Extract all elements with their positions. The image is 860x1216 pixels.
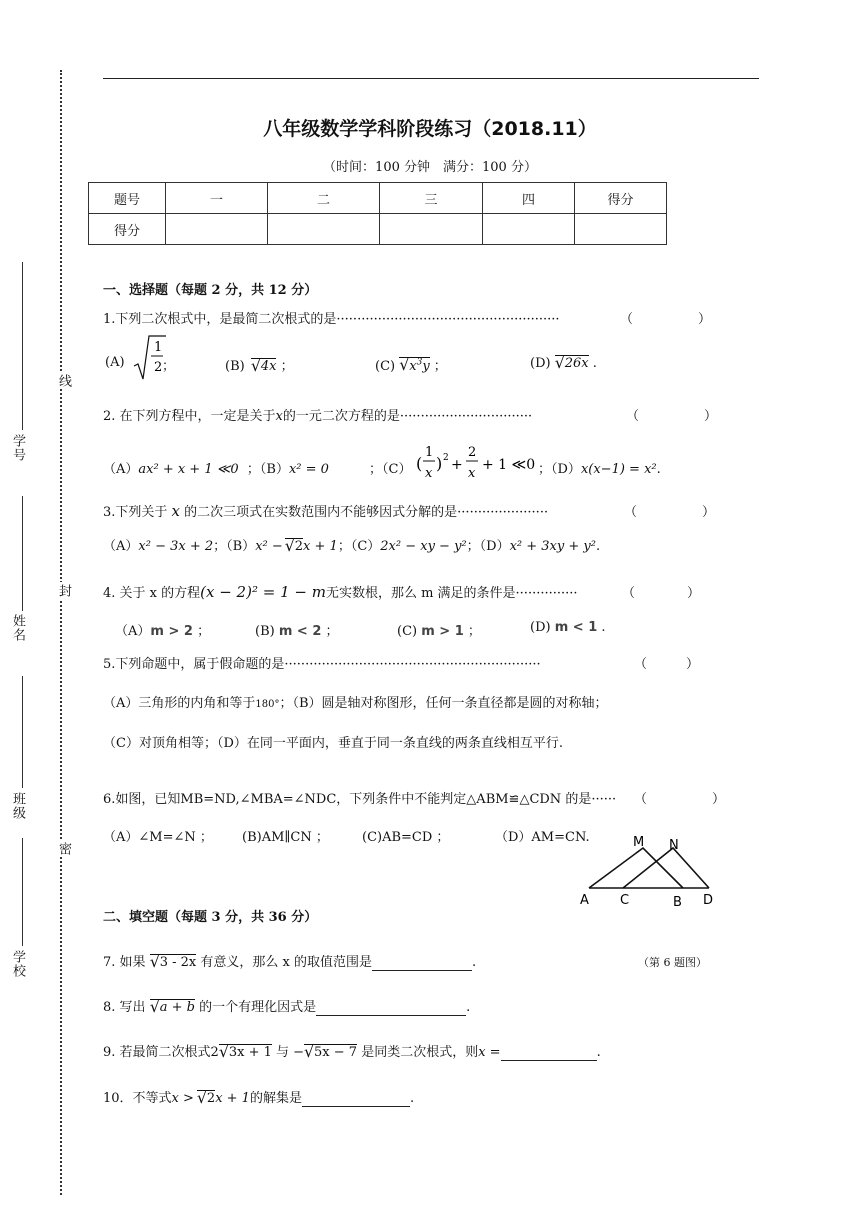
q1c-radicand: $x^3y$ [409,357,430,374]
q10-radical: 2 √ [196,1088,216,1107]
q7-pre: 7. 如果 [103,955,146,970]
score-header-cell: 得分 [575,183,667,214]
q2b-expr: x² = 0 [288,462,329,477]
q4-stem [103,582,578,601]
q6-option-b[interactable]: (B)AM∥CN ； [242,830,329,845]
option-label: ；（C） [337,539,381,554]
score-cell[interactable] [268,214,380,245]
q2d-expr: x(x−1) = x² [580,462,657,477]
option-label: （A） [115,624,151,639]
score-header-cell: 四 [483,183,575,214]
q3b-radical: 2 √ [284,536,304,555]
q2-option-a[interactable] [103,462,239,477]
svg-text:2: 2 [468,445,477,460]
option-label: (A) [105,355,125,370]
q7-end: . [471,955,477,970]
q2a-expr: ax² + x + 1 ≪0 [138,462,239,477]
q5-line1-post: ；（B）圆是轴对称图形，任何一条直径都是圆的对称轴； [279,696,608,711]
q9-pre: 9. 若最简二次根式 [103,1045,211,1060]
q3-option-b[interactable] [213,536,338,555]
q7 [103,951,476,971]
q7-radicand: 3 - 2x [159,955,197,970]
q9-coef: 2 [210,1045,219,1060]
q3-options-line: （A）x² − 3x + 2；（B）x² − 2 √ x + 1；（C）2x² − xy − y²；（D）x² + 3xy + y². [103,536,601,555]
fig-label-n: N [669,838,679,853]
q9-radicand1: 3x + 1 [228,1045,272,1060]
svg-text:2: 2 [443,453,449,463]
q6-dots: ······ [591,792,617,807]
svg-text:(: ( [416,454,423,473]
option-label: （A） [103,462,139,477]
section2-heading: 二、填空题（每题 3 分，共 36 分） [103,910,318,925]
q9 [103,1041,601,1061]
q9-radical1: 3x + 1 √ [218,1042,272,1061]
q2-answer-paren[interactable]: （ ） [626,409,718,424]
q1-dots: ······················································ [336,312,560,327]
fig-label-b: B [673,895,682,910]
q4-option-a[interactable]: （A）m > 2 ； [115,624,211,639]
q8-end: . [466,1000,471,1015]
q3-option-a[interactable] [103,539,213,554]
q3b-pre: x² − [255,539,283,554]
q5-options-line1 [103,692,608,711]
q2-stem [103,405,532,424]
q1-option-d[interactable]: (D) 26x √ . [530,353,597,372]
option-label: ；（C） [369,462,412,477]
q8-pre: 8. 写出 [103,1000,146,1015]
option-label: （A） [103,539,139,554]
q1c-radical: $x^3y$ √ [399,354,430,374]
q3c-expr: 2x² − xy − y² [380,539,467,554]
q2-var: x [275,409,283,424]
svg-text:): ) [436,454,443,473]
svg-text:1: 1 [425,445,434,460]
q6-option-d[interactable]: （D）AM=CN. [495,830,590,845]
score-header-cell: 题号 [89,183,166,214]
q4-dots: ··············· [515,586,578,601]
label-class: 班级 [10,792,25,820]
q1-stem-text: 1.下列二次根式中，是最简二次根式的是 [103,312,337,327]
q5-angle: 180° [255,699,280,710]
q4-option-d[interactable]: (D) m < 1 . [530,620,606,635]
q10-lhs: x > [171,1091,194,1106]
q4a-expr: m > 2 [150,624,193,639]
option-label: (D) [530,356,551,371]
student-id-blank[interactable] [22,262,23,430]
q6-triangle-figure [575,832,725,912]
q8-post: 的一个有理化因式是 [199,1000,317,1015]
q2-stem-pre: 2. 在下列方程中，一定是关于 [103,409,276,424]
svg-text:+: + [451,457,463,473]
seal-char-line: 线 [56,374,71,387]
q4c-expr: m > 1 [421,624,464,639]
option-label: (C) [375,359,396,374]
q8-radicand: a + b [159,1000,195,1015]
seal-char-secret: 密 [56,842,71,855]
q2-dots: ································ [399,409,533,424]
q3-option-d[interactable] [467,539,596,554]
q8-radical: a + b √ [149,997,195,1016]
q7-post: 有意义，那么 x 的取值范围是 [200,955,372,970]
q5-stem [103,653,541,672]
header-rule [103,78,759,79]
q10 [103,1087,414,1107]
q1b-radicand: 4x [260,359,277,374]
score-header-cell: 三 [380,183,483,214]
q10-rhs: x + 1 [215,1091,250,1106]
page-title: 八年级数学学科阶段练习（2018.11） [263,118,597,140]
score-table-row [89,214,667,245]
q8-answer-blank[interactable] [316,1000,466,1016]
q4d-expr: m < 1 [554,620,598,635]
svg-text:x: x [425,466,433,481]
option-label: (D) [530,620,551,635]
score-header-cell: 二 [268,183,380,214]
q9-post: 是同类二次根式，则 [361,1045,479,1060]
option-label: (B) [225,359,245,374]
name-blank[interactable] [22,496,23,611]
q4-equation: (x − 2)² = 1 − m [200,583,326,601]
exam-info: （时间：100 分钟 满分：100 分） [323,160,537,175]
q4-stem-pre: 4. 关于 x 的方程 [103,586,201,601]
q6-stem [103,788,616,807]
q1-option-a[interactable] [105,355,125,370]
option-label: ；（B） [213,539,256,554]
q9-radical2: 5x − 7 √ [304,1042,358,1061]
score-cell[interactable] [380,214,483,245]
svg-text:x: x [468,466,476,481]
q3d-expr: x² + 3xy + y² [509,539,596,554]
school-blank[interactable] [22,838,23,946]
q2-options-line [103,458,329,477]
q2c-formula [416,440,538,488]
q1a-denominator: 2 [154,360,163,375]
score-table-header-row [89,183,667,214]
option-label: ；（B） [246,462,289,477]
q3-stem [103,501,548,520]
seal-char-seal: 封 [56,584,71,597]
q5-line1-pre: （A）三角形的内角和等于 [103,696,256,711]
score-header-cell: 一 [166,183,268,214]
q1-option-c[interactable]: (C) $x^3y$ √ ； [375,354,447,374]
q1a-numerator: 1 [154,340,163,355]
score-row-label: 得分 [89,214,166,245]
q3-answer-paren[interactable]: （ ） [624,505,716,520]
q5-answer-paren[interactable]: （ ） [634,657,700,672]
q4b-expr: m < 2 [278,624,322,639]
q8 [103,996,470,1016]
q4-option-b[interactable]: (B) m < 2 ； [255,624,339,639]
binding-dotted-line [60,70,62,1195]
q1-option-a-formula [132,334,166,382]
q10-radicand: 2 [206,1091,216,1106]
q4-stem-post: 无实数根，那么 m 满足的条件是 [325,586,516,601]
label-school: 学校 [10,950,25,978]
q3-option-c[interactable] [338,539,467,554]
q3-var: x [171,502,181,520]
q2-option-b[interactable] [247,462,329,477]
q10-end: . [409,1091,415,1106]
class-blank[interactable] [22,676,23,788]
label-student-id: 学号 [10,434,25,462]
q6-figure-caption: （第 6 题图） [638,956,707,969]
q2-option-c[interactable] [369,458,411,477]
q1b-radical: 4x √ [250,356,277,375]
fig-label-c: C [620,893,630,908]
q9-var: x = [478,1045,501,1060]
score-table [88,182,667,245]
option-label: (C) [397,624,418,639]
q2-option-d[interactable]: ；（D）x(x−1) = x². [538,462,661,477]
q5-options-line2: （C）对顶角相等；（D）在同一平面内，垂直于同一条直线的两条直线相互平行. [103,736,564,751]
q1-answer-paren[interactable]: （ ） [620,312,712,327]
q7-answer-blank[interactable] [372,955,472,971]
fig-label-a: A [580,893,589,908]
q10-answer-blank[interactable] [302,1091,410,1107]
q10-post: 的解集是 [249,1091,302,1106]
q1-stem [103,308,560,327]
q6-option-c[interactable]: (C)AB=CD ； [362,830,450,845]
section1-heading: 一、选择题（每题 2 分，共 12 分） [103,283,318,298]
q3-dots: ······················ [457,505,549,520]
score-cell[interactable] [575,214,667,245]
q2c-tail: + 1 ≪0 [482,457,536,473]
q2-stem-post: 的一元二次方程的是 [282,409,400,424]
q9-radicand2: 5x − 7 [314,1045,358,1060]
label-name: 姓名 [10,614,25,642]
score-cell[interactable] [483,214,575,245]
q1d-radical: 26x √ [554,353,589,372]
q9-end: . [596,1045,601,1060]
score-cell[interactable] [166,214,268,245]
q5-dots: ······························································ [284,657,541,672]
q9-answer-blank[interactable] [501,1045,597,1061]
q5-stem-text: 5.下列命题中，属于假命题的是 [103,657,285,672]
q6-option-a[interactable]: （A）∠M=∠N ； [103,830,213,845]
fig-label-m: M [633,835,645,850]
q7-radical: 3 - 2x √ [149,952,197,971]
q1a-semicolon: ； [162,359,176,374]
q3a-expr: x² − 3x + 2 [138,539,214,554]
q3b-post: x + 1 [303,539,338,554]
q9-mid: 与 − [276,1045,305,1060]
q10-pre: 10．不等式 [103,1091,172,1106]
q4-option-c[interactable]: (C) m > 1 ； [397,624,481,639]
q3-stem-post: 的二次三项式在实数范围内不能够因式分解的是 [184,505,458,520]
option-label: (B) [255,624,275,639]
q3-stem-pre: 3.下列关于 [103,505,168,520]
option-label: ；（D） [466,539,510,554]
q6-answer-paren[interactable]: （ ） [634,792,726,807]
fig-label-d: D [703,893,714,908]
q1d-radicand: 26x [564,356,589,371]
q1-option-b[interactable]: (B) 4x √ ； [225,356,294,375]
option-label: ；（D） [538,462,581,477]
q6-stem-text: 6.如图，已知MB=ND,∠MBA=∠NDC，下列条件中不能判定△ABM≌△CDN 的是 [103,792,592,807]
q4-answer-paren[interactable]: （ ） [622,586,701,601]
